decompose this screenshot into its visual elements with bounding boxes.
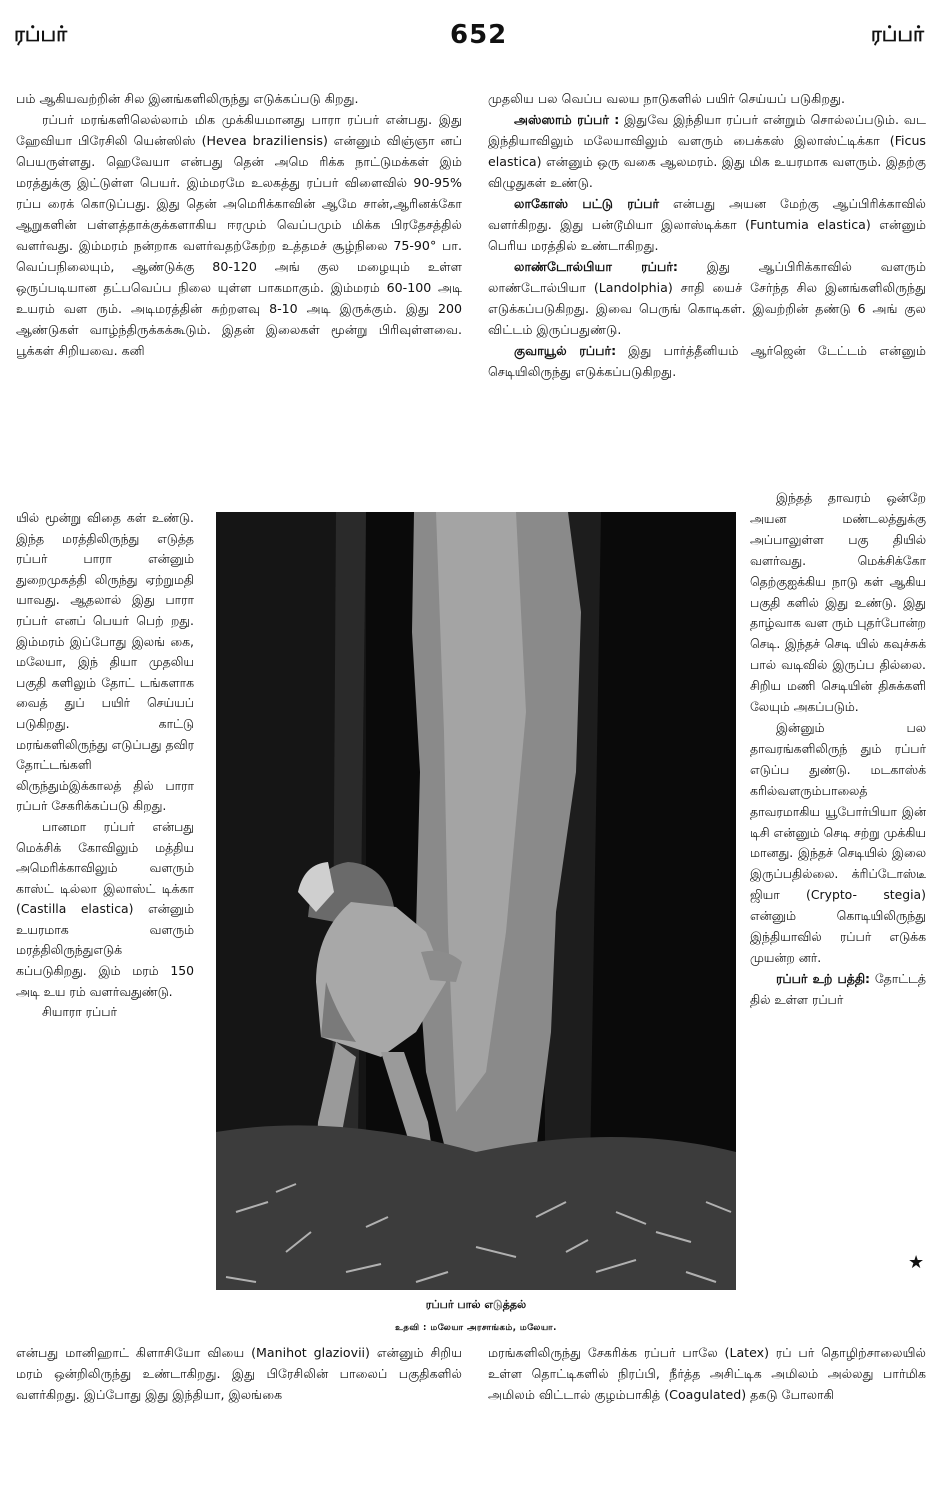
paragraph: மரங்களிலிருந்து சேகரிக்க ரப்பர் பாலே (Latex) ரப் பர் தொழிற்சாலையில் உள்ள தொட்டிகளில் நிரப்பி, நீர்த்த அசிட்டிக அமிலம் அல்லது பார்மிக அமிலம் விட்டால் குழம்பாகித் (Coagulated) தகடு போலாகி	[488, 1345, 926, 1402]
paragraph-lead: ரப்பர் உற் பத்தி:	[776, 970, 870, 986]
photo-illustration	[216, 512, 736, 1290]
paragraph-text: என்பது அயன மேற்கு ஆப்பிரிக்காவில் வளர்கிறது. இது பன்டூமியா இலாஸ்டிக்கா (Funtumia elastica) என்னும் பெரிய மரத்தில் உண்டாகிறது.	[488, 196, 926, 253]
page-number: 652	[450, 20, 508, 50]
figure-credit: உதவி : மலேயா அரசாங்கம், மலேயா.	[395, 1323, 557, 1333]
paragraph-lead: லாண்டோல்பியா ரப்பர்:	[514, 259, 678, 274]
paragraph: என்பது மானிஹாட் கிளாசியோ வியை (Manihot glaziovii) என்னும் சிறிய மரம் ஒன்றிலிருந்து உண்டாகிறது. இது பிரேசிலின் பாலைப் பகுதிகளில் வளர்கிறது. இப்போது இது இந்தியா, இலங்கை	[16, 1345, 462, 1402]
left-column-bottom	[16, 1342, 462, 1405]
paragraph-text: இன்னும் பல தாவரங்களிலிருந் தும் ரப்பர் எடுப்ப துண்டு. மடகாஸ்க் கரில்வளரும்பாலைத் தாவரமாகிய யூபோர்பியா இன் டிசி என்னும் செடி சற்று முக்கிய மானது. இந்தச் செடியில் இலை இருப்பதில்லை. க்ரிப்டோஸ்டீ ஜியா (Crypto- stegia) என்னும் கொடியிலிருந்து இந்தியாவில் ரப்பர் எடுக்க முயன்ற னர்.	[750, 719, 926, 965]
right-column-top	[488, 88, 926, 382]
right-column-bottom	[488, 1342, 926, 1405]
paragraph-text: இது பார்த்தீனியம் ஆர்ஜென் டேட்டம் என்னும் செடியிலிருந்து எடுக்கப்படுகிறது.	[488, 343, 927, 379]
right-narrow-column	[750, 488, 926, 1011]
paragraph	[750, 969, 926, 1011]
paragraph-text: இந்தத் தாவரம் ஒன்றே அயன மண்டலத்துக்கு அப்பாலுள்ள பகு தியில் வளர்வது. மெக்சிக்கோ தெற்குஐக்கிய நாடு கள் ஆகிய பகுதி களில் இது உண்டு. இது தாழ்வாக வள ரும் புதர்போன்ற செடி. இந்தச் செடி யில் கவுச்சுக் பால் வடிவில் இருப்ப தில்லை. சிறிய மணி செடியின் திசுக்களி லேயும் அகப்படும்.	[750, 490, 926, 715]
rubber-tapping-photo	[216, 512, 736, 1290]
paragraph	[488, 340, 926, 382]
figure-caption: ரப்பர் பால் எடுத்தல்	[425, 1298, 527, 1311]
paragraph-lead: லாகோஸ் பட்டு ரப்பர்	[514, 196, 660, 211]
paragraph	[750, 718, 926, 969]
paragraph-lead: அஸ்ஸாம் ரப்பர் :	[514, 112, 620, 127]
paragraph: பம் ஆகியவற்றின் சில இனங்களிலிருந்து எடுக்கப்படு கிறது.	[16, 91, 359, 106]
paragraph: ரப்பர் மரங்களிலெல்லாம் மிக முக்கியமானது பாரா ரப்பர் என்பது. இது ஹேவியா பிரேசிலி யென்ஸிஸ் (Hevea braziliensis) என்னும் விஞ்ஞா னப் பெயருள்ளது. ஹெவேயா என்பது தென் அமெ ரிக்க நாட்டுமக்கள் இம் மரத்துக்கு இட்டுள்ள பெயர். இம்மரமே உலகத்து ரப்பர் விளைவில் 90-95% ரப்ப ரைக் கொடுப்பது. இது தென் அமெரிக்காவின் ஆமே சான்,ஆரினக்கோ ஆறுகளின் பள்ளத்தாக்குக்களாகிய ஈரமும் வெப்பமும் மிக்க பிரதேசத்தில் வளர்வது. இம்மரம் நன்றாக வளர்வதற்கேற்ற உத்தமச் சூழ்நிலை 75-90° பா. வெப்பநிலையும், ஆண்டுக்கு 80-120 அங் குல மழையும் உள்ள ஒருப்படியான தட்பவெப்ப நிலை யுள்ள பாகமாகும். இம்மரம் 60-100 அடி உயரம் வள ரும். அடிமரத்தின் சுற்றளவு 8-10 அடி இருக்கும். இது 200 ஆண்டுகள் வாழ்ந்திருக்கக்கூடும். இதன் இலைகள் மூன்று பிரிவுள்ளவை. பூக்கள் சிறியவை. கனி	[16, 112, 462, 358]
paragraph-text: இதுவே இந்தியா ரப்பர் என்றும் சொல்லப்படும். வட இந்தியாவிலும் மலேயாவிலும் வளரும் பைக்கஸ் இலாஸ்ட்டிக்கா (Ficus elastica) என்னும் ஒரு வகை ஆலமரம். இது மிக உயரமாக வளரும். இதற்கு விழுதுகள் உண்டு.	[488, 112, 926, 190]
paragraph: பானமா ரப்பர் என்பது மெக்சிக் கோவிலும் மத்திய அமெரிக்காவிலும் வளரும் காஸ்ட் டில்லா இலாஸ்ட் டிக்கா (Castilla elastica) என்னும் உயரமாக வளரும் மரத்திலிருந்துஎடுக் கப்படுகிறது. இம் மரம் 150 அடி உய ரம் வளர்வதுண்டு.	[16, 818, 194, 999]
star-icon: ★	[908, 1252, 925, 1273]
paragraph	[488, 193, 926, 256]
left-narrow-column	[16, 508, 194, 1023]
running-header-left: ரப்பர்	[14, 22, 68, 46]
running-header-right: ரப்பர்	[870, 22, 924, 46]
paragraph: யில் மூன்று விதை கள் உண்டு. இந்த மரத்திலிருந்து எடுத்த ரப்பர் பாரா என்னும் துறைமுகத்தி லிருந்து ஏற்றுமதி யாவது. ஆதலால் இது பாரா ரப்பர் எனப் பெயர் பெற் றது. இம்மரம் இப்போது இலங் கை, மலேயா, இந் தியா முதலிய பகுதி களிலும் தோட் டங்களாக வைத் துப் பயிர் செய்யப் படுகிறது. காட்டு மரங்களிலிருந்து எடுப்பது தவிர தோட்டங்களி லிருந்தும்இக்காலத் தில் பாரா ரப்பர் சேகரிக்கப்படு கிறது.	[16, 510, 195, 814]
paragraph-text: முதலிய பல வெப்ப வலய நாடுகளில் பயிர் செய்யப் படுகிறது.	[488, 91, 845, 106]
paragraph-text: தோட்டத் தில் உள்ள ரப்பர்	[750, 970, 926, 1007]
paragraph	[750, 488, 926, 718]
paragraph	[488, 256, 926, 340]
left-column-top	[16, 88, 462, 361]
paragraph: சியாரா ரப்பர்	[42, 1004, 117, 1020]
paragraph-text: இது ஆப்பிரிக்காவில் வளரும் லாண்டோல்பியா (Landolphia) சாதி யைச் சேர்ந்த சில இனங்களிலிருந்து எடுக்கப்படுகிறது. இவை பெருங் கொடிகள். இவற்றின் தண்டு 6 அங் குல விட்டம் இருப்பதுண்டு.	[488, 259, 926, 337]
paragraph	[488, 109, 926, 193]
paragraph	[488, 88, 926, 109]
paragraph-lead: குவாயூல் ரப்பர்:	[514, 343, 617, 358]
